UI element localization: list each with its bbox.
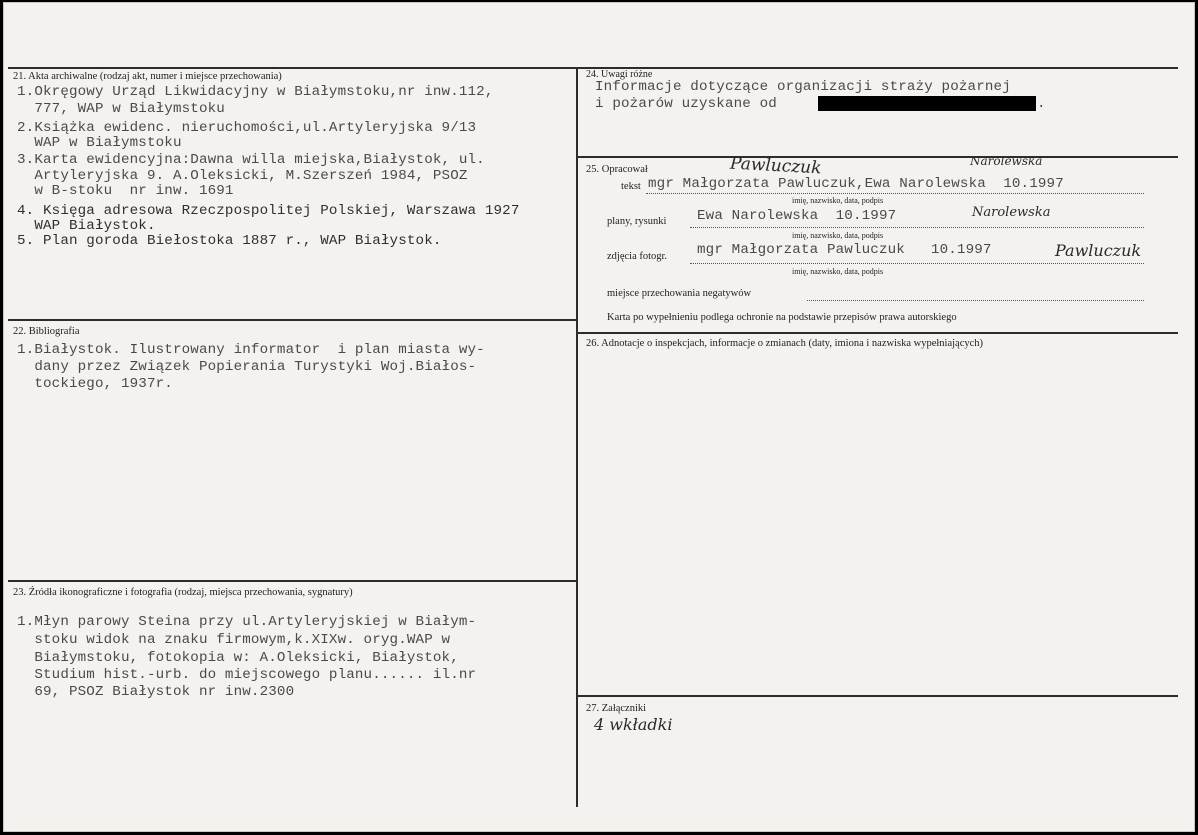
- negatywy-line: [807, 300, 1144, 301]
- s23-line: 1.Młyn parowy Steina przy ul.Artyleryjskiej w Białym-: [17, 614, 477, 630]
- rule-21-22: [8, 319, 576, 321]
- attachments-value: 4 wkładki: [594, 715, 673, 734]
- zdjecia-value: mgr Małgorzata Pawluczuk 10.1997: [697, 242, 992, 258]
- s21-line: 1.Okręgowy Urząd Likwidacyjny w Białymstoku,nr inw.112,: [17, 84, 494, 100]
- plany-label: plany, rysunki: [607, 216, 667, 227]
- s21-line: WAP Białystok.: [17, 218, 156, 234]
- s22-line: tockiego, 1937r.: [17, 376, 173, 392]
- copyright-note: Karta po wypełnieniu podlega ochronie na podstawie przepisów prawa autorskiego: [607, 312, 957, 323]
- plany-value: Ewa Narolewska 10.1997: [697, 208, 897, 224]
- s23-line: 69, PSOZ Białystok nr inw.2300: [17, 684, 295, 700]
- rule-22-23: [8, 580, 576, 582]
- plany-signature: Narolewska: [972, 205, 1051, 220]
- section-24-title: 24. Uwagi różne: [586, 69, 653, 80]
- section-23-title: 23. Źródła ikonograficzne i fotografia (rodzaj, miejsca przechowania, sygnatury): [13, 587, 353, 598]
- s21-line: 2.Książka ewidenc. nieruchomości,ul.Artyleryjska 9/13: [17, 120, 477, 136]
- zdjecia-caption: imię, nazwisko, data, podpis: [792, 267, 884, 276]
- zdjecia-signature: Pawluczuk: [1055, 241, 1142, 260]
- section-21-title: 21. Akta archiwalne (rodzaj akt, numer i miejsce przechowania): [13, 71, 282, 82]
- plany-line: [690, 227, 1144, 228]
- tekst-value: mgr Małgorzata Pawluczuk,Ewa Narolewska 10.1997: [648, 176, 1064, 192]
- s23-line: Białymstoku, fotokopia w: A.Oleksicki, Białystok,: [17, 650, 459, 666]
- tekst-label: tekst: [621, 181, 641, 192]
- s24-line-2: i pożarów uzyskane od: [595, 96, 777, 112]
- s23-line: Studium hist.-urb. do miejscowego planu...... il.nr: [17, 667, 477, 683]
- s24-line-2-end: .: [1037, 96, 1046, 112]
- s21-line: w B-stoku nr inw. 1691: [17, 183, 234, 199]
- tekst-caption: imię, nazwisko, data, podpis: [792, 196, 884, 205]
- s21-line: 777, WAP w Białymstoku: [17, 101, 225, 117]
- signature-narolewska: Narolewska: [970, 154, 1043, 168]
- s22-line: 1.Białystok. Ilustrowany informator i plan miasta wy-: [17, 342, 485, 358]
- zdjecia-label: zdjęcia fotogr.: [607, 251, 668, 262]
- section-22-title: 22. Bibliografia: [13, 326, 80, 337]
- s23-line: stoku widok na znaku firmowym,k.XIXw. oryg.WAP w: [17, 632, 451, 648]
- s21-line: 3.Karta ewidencyjna:Dawna willa miejska,Białystok, ul.: [17, 152, 485, 168]
- s24-line-1: Informacje dotyczące organizacji straży pożarnej: [595, 79, 1011, 95]
- s21-line: 4. Księga adresowa Rzeczpospolitej Polskiej, Warszawa 1927: [17, 203, 520, 219]
- s21-line: 5. Plan goroda Biełostoka 1887 r., WAP Białystok.: [17, 233, 442, 249]
- rule-25-26: [578, 332, 1178, 334]
- negatywy-label: miejsce przechowania negatywów: [607, 288, 752, 299]
- section-26-title: 26. Adnotacje o inspekcjach, informacje o zmianach (daty, imiona i nazwiska wypełniających): [586, 338, 984, 349]
- signature-pawluczuk: Pawluczuk: [729, 153, 822, 179]
- s21-line: WAP w Białymstoku: [17, 135, 182, 151]
- zdjecia-line: [690, 263, 1144, 264]
- s22-line: dany przez Związek Popierania Turystyki Woj.Białos-: [17, 359, 477, 375]
- rule-24-25: [578, 156, 1178, 158]
- section-27-title: 27. Załączniki: [586, 703, 647, 714]
- redaction-bar: [818, 96, 1036, 111]
- plany-caption: imię, nazwisko, data, podpis: [792, 231, 884, 240]
- s21-line: Artyleryjska 9. A.Oleksicki, M.Szerszeń 1984, PSOZ: [17, 168, 468, 184]
- rule-26-27: [578, 695, 1178, 697]
- tekst-line: [646, 193, 1144, 194]
- section-25-title: 25. Opracował: [586, 164, 648, 175]
